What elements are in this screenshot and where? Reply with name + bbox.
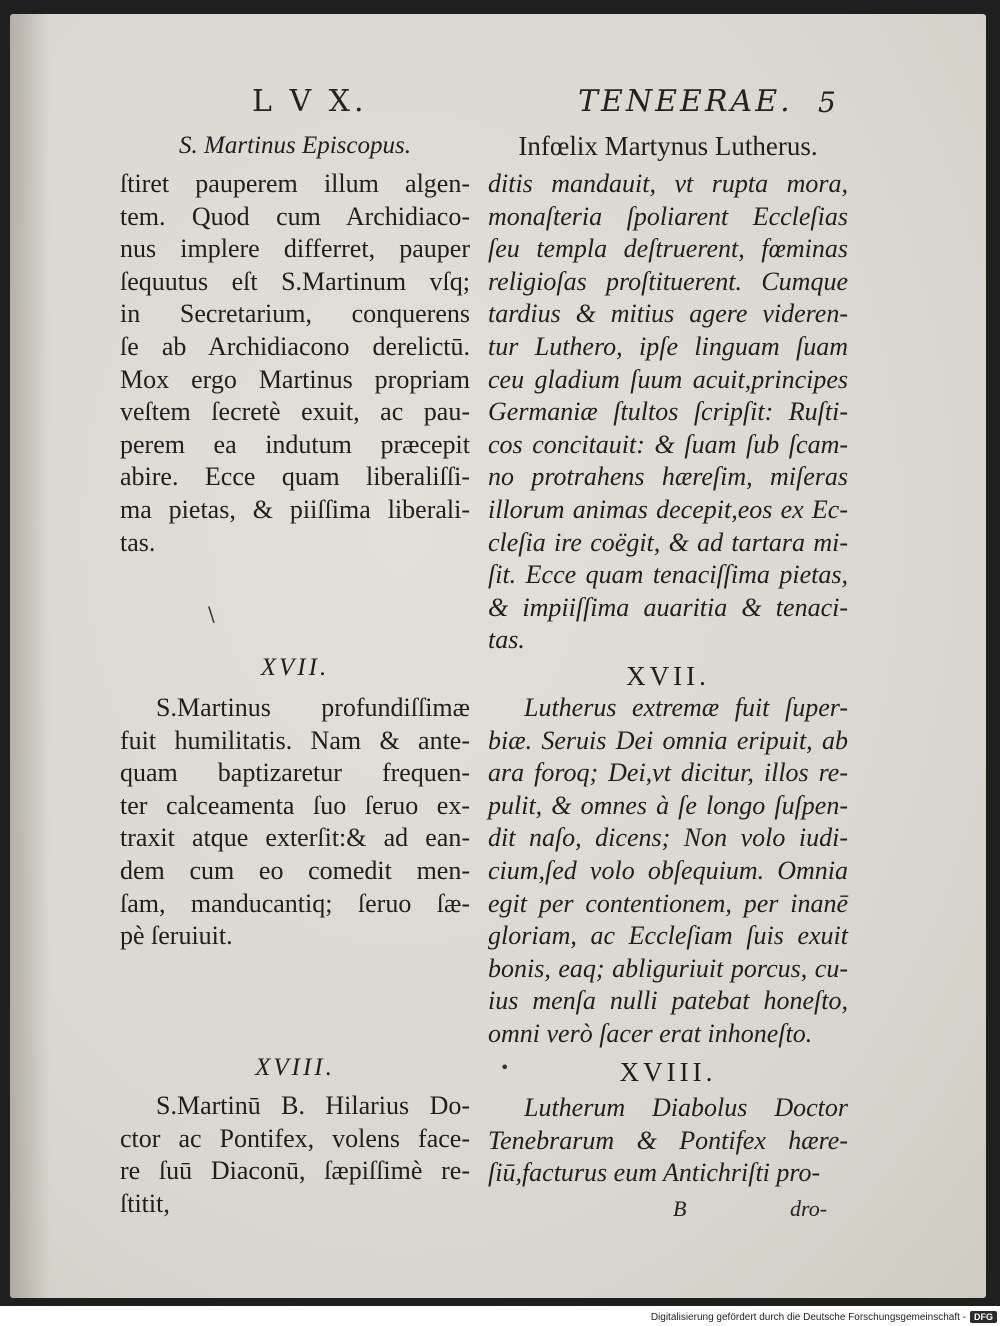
text-line: ma pietas, & piiſſima liberali-	[120, 494, 470, 524]
footer-text: Digitalisierung gefördert durch die Deutsche Forschungsgemeinschaft -	[650, 1311, 966, 1323]
text-line: ſam, manducantiq; ſeruo ſæ-	[120, 888, 470, 918]
text-line: re ſuū Diaconū, ſæpiſſimè re-	[120, 1156, 470, 1186]
running-head-left: L V X.	[252, 84, 368, 119]
text-line: tardius & mitius agere videren-	[488, 299, 848, 329]
left-section-1	[120, 168, 470, 559]
text-line: ditis mandauit, vt rupta mora,	[488, 169, 848, 198]
text-line: S.Martinus profundiſſimæ	[156, 693, 470, 722]
text-line: traxit atque exterſit:& ad ean-	[120, 823, 470, 853]
left-title-block	[120, 128, 470, 164]
text-line: perem ea indutum præcepit	[120, 429, 470, 459]
text-line: ara foroq; Dei,vt dicitur, illos re-	[488, 758, 848, 788]
text-line: S.Martinū B. Hilarius Do-	[156, 1091, 470, 1120]
text-line: Lutherus extremæ fuit ſuper-	[524, 693, 848, 722]
right-numeral-block-2	[488, 1054, 848, 1090]
text-line: veſtem ſecretè exuit, ac pau-	[120, 397, 470, 427]
running-head-right: TENEERAE.	[578, 84, 793, 119]
right-section-numeral-2: XVIII.	[619, 1057, 717, 1087]
text-line: pè ſeruiuit.	[120, 921, 233, 951]
text-line: ſequutus eſt S.Martinum vſq;	[120, 266, 470, 296]
text-line: cium,ſed volo obſequium. Omnia	[488, 855, 848, 885]
digitization-footer	[651, 1308, 1000, 1326]
text-line: pulit, & omnes à ſe longo ſuſpen-	[488, 790, 848, 820]
signature-mark: B	[673, 1196, 687, 1221]
text-line: illorum animas decepit,eos ex Ec-	[488, 494, 848, 524]
right-section-1	[488, 168, 848, 657]
text-line: ter calceamenta ſuo ſeruo ex-	[120, 790, 470, 820]
text-line: abire. Ecce quam liberaliſſi-	[120, 462, 470, 492]
left-numeral-block-2	[120, 1050, 470, 1086]
text-line: Lutherum Diabolus Doctor	[524, 1093, 848, 1122]
left-column-title: S. Martinus Episcopus.	[179, 132, 411, 159]
text-line: biæ. Seruis Dei omnia eripuit, ab	[488, 725, 848, 755]
text-line: quam baptizaretur frequen-	[120, 758, 470, 788]
left-numeral-block	[120, 650, 470, 686]
text-line: ſtiret pauperem illum algen-	[120, 169, 470, 198]
page-number: 5	[818, 86, 836, 119]
text-line: ſiū,facturus eum Antichriſti pro-	[488, 1158, 821, 1188]
stray-ink-mark: \	[208, 602, 215, 626]
text-line: ſtitit,	[120, 1188, 170, 1218]
text-line: ſe ab Archidiacono derelictū.	[120, 331, 470, 361]
dfg-logo: DFG	[970, 1311, 997, 1323]
right-numeral-block	[488, 658, 848, 694]
text-line: in Secretarium, conquerens	[120, 299, 470, 329]
text-line: tas.	[120, 527, 156, 557]
text-line: tas.	[488, 625, 525, 655]
text-line: cos concitauit: & ſuam ſub ſcam-	[488, 429, 848, 459]
left-section-numeral-2: XVIII.	[255, 1054, 335, 1081]
text-line: tur Luthero, ipſe linguam ſuam	[488, 331, 848, 361]
right-section-numeral: XVII.	[626, 661, 710, 691]
text-line: & impiiſſima auaritia & tenaci-	[488, 592, 848, 622]
right-section-2	[488, 692, 848, 1051]
text-line: nus implere differret, pauper	[120, 234, 470, 264]
text-line: bonis, eaq; abliguriuit porcus, cu-	[488, 953, 848, 983]
text-line: Tenebrarum & Pontifex hære-	[488, 1125, 848, 1155]
text-line: ſeu templa deſtruerent, fœminas	[488, 234, 848, 264]
text-line: ctor ac Pontifex, volens face-	[120, 1123, 470, 1153]
spine-shadow	[10, 14, 50, 1298]
text-line: dit naſo, dicens; Non volo iudi-	[488, 823, 848, 853]
text-line: religioſas proſtituerent. Cumque	[488, 266, 848, 296]
right-column-title: Infœlix Martynus Lutherus.	[518, 131, 818, 161]
text-line: fuit humilitatis. Nam & ante-	[120, 725, 470, 755]
text-line: cleſia ire coëgit, & ad tartara mi-	[488, 527, 848, 557]
ink-dot: •	[500, 1058, 510, 1077]
left-section-numeral: XVII.	[260, 654, 330, 681]
text-line: Germaniæ ſtultos ſcripſit: Ruſti-	[488, 397, 848, 427]
left-section-3	[120, 1090, 470, 1220]
text-line: monaſteria ſpoliarent Eccleſias	[488, 201, 848, 231]
text-line: ius menſa nulli patebat honeſto,	[488, 986, 848, 1016]
text-line: no protrahens hæreſim, miſeras	[488, 462, 848, 492]
left-section-2	[120, 692, 470, 953]
text-line: ceu gladium ſuum acuit,principes	[488, 364, 848, 394]
text-line: tem. Quod cum Archidiaco-	[120, 201, 470, 231]
right-section-3	[488, 1092, 848, 1190]
text-line: Mox ergo Martinus propriam	[120, 364, 470, 394]
right-title-block	[488, 128, 848, 164]
text-line: omni verò ſacer erat inhoneſto.	[488, 1018, 813, 1048]
text-line: gloriam, ac Eccleſiam ſuis exuit	[488, 921, 848, 951]
text-line: ſit. Ecce quam tenaciſſima pietas,	[488, 560, 848, 590]
text-line: egit per contentionem, per inanē	[488, 888, 848, 918]
text-line: dem cum eo comedit men-	[120, 855, 470, 885]
catchword: dro-	[790, 1196, 828, 1221]
